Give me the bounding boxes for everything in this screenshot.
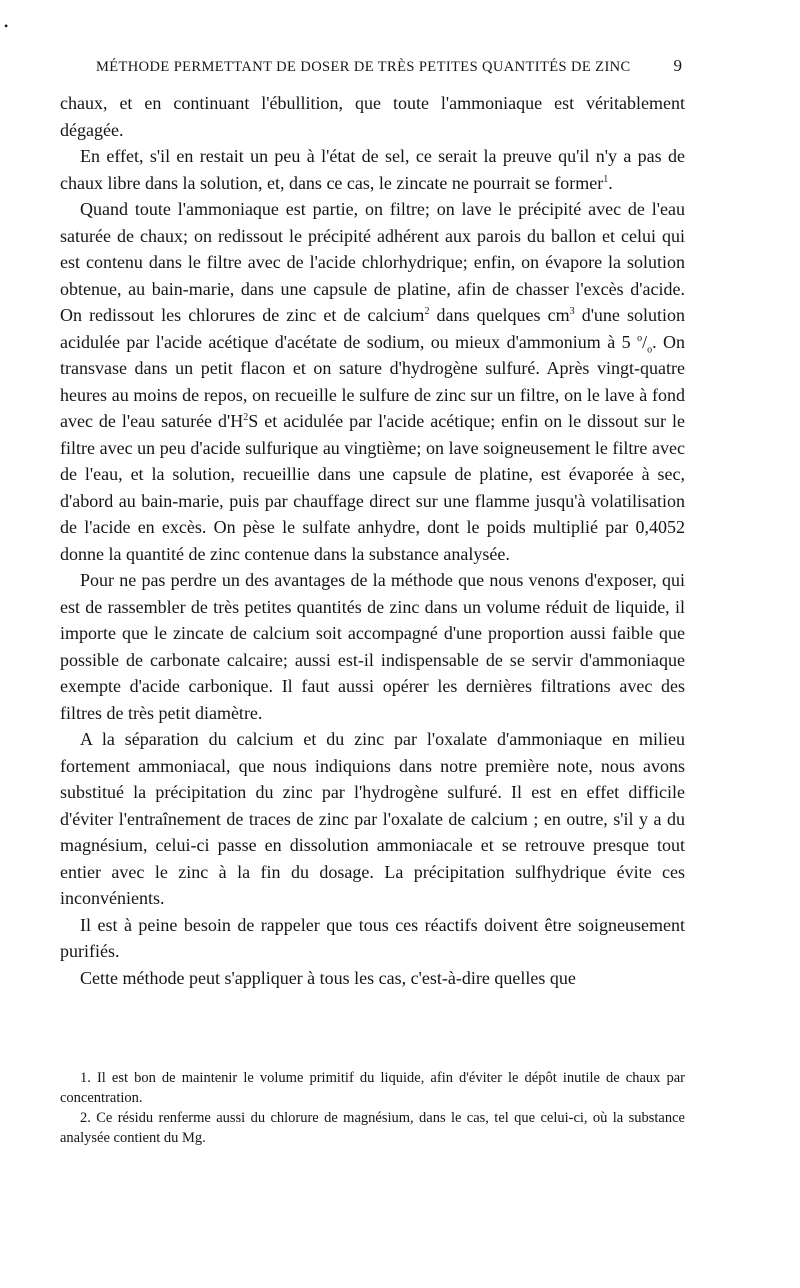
paragraph-3-part-4: . On transvase dans un petit flacon et on sature d'hydrogène sulfuré. Après vingt-quatre heures au moins de repos, on recueille le sulfure de zinc sur un filtre, on le lave à fond avec de l'eau saturée d'H bbox=[60, 331, 685, 431]
paragraph-1-text: chaux, et en continuant l'ébullition, que toute l'ammoniaque est véritablement dégagée. bbox=[60, 93, 685, 140]
paragraph-4-text: Pour ne pas perdre un des avantages de la méthode que nous venons d'exposer, qui est de rassembler de très petites quantités de zinc dans un volume réduit de liquide, il importe que le zincate de calcium soit accompagné d'une proportion aussi faible que possible de carbonate calcaire; aussi est-il indispensable de se servir d'ammoniaque exempte d'acide carbonique. Il faut aussi opérer les dernières filtrations avec des filtres de très petit diamètre. bbox=[60, 570, 685, 723]
paragraph-3-part-1: Quand toute l'ammoniaque est partie, on filtre; on lave le précipité avec de l'eau saturée de chaux; on redissout le précipité adhérent aux parois du ballon et celui qui est contenu dans le filtre avec de l'acide chlorhydrique; enfin, on évapore la solution obtenue, au bain-marie, dans une capsule de platine, afin de chasser l'excès d'acide. On redissout les chlorures de zinc et de calcium bbox=[60, 199, 685, 325]
percent-sign-slash: / bbox=[642, 331, 648, 352]
footnote-1: 1. Il est bon de maintenir le volume primitif du liquide, afin d'éviter le dépôt inutile de chaux par concentration. bbox=[60, 1070, 685, 1106]
paragraph-2-text: En effet, s'il en restait un peu à l'état de sel, ce serait la preuve qu'il n'y a pas de chaux libre dans la solution, et, dans ce cas, le zincate ne pourrait se former bbox=[60, 146, 685, 193]
paragraph-6 bbox=[60, 912, 685, 965]
running-header bbox=[96, 56, 682, 80]
paragraph-2-end: . bbox=[608, 172, 613, 193]
paragraph-3-part-2: dans quelques cm bbox=[429, 305, 570, 325]
footnote-ref-1[interactable]: 1 bbox=[603, 173, 609, 185]
paragraph-1 bbox=[60, 90, 685, 143]
running-title: MÉTHODE PERMETTANT DE DOSER DE TRÈS PETITES QUANTITÉS DE ZINC bbox=[96, 59, 631, 75]
paragraph-4 bbox=[60, 567, 685, 726]
h2-subscript: 2 bbox=[243, 412, 249, 423]
paragraph-7-text: Cette méthode peut s'appliquer à tous les cas, c'est-à-dire quelles que bbox=[80, 967, 576, 988]
paragraph-3-part-5: S et acidulée par l'acide acétique; enfin on le dissout sur le filtre avec un peu d'acide sulfurique au vingtième; on lave soigneusement le filtre avec de l'eau, et la solution, recueillie dans une capsule de platine, est évaporée à sec, d'abord au bain-marie, puis par chauffage direct sur une flamme jusqu'à volatilisation de l'acide en excès. On pèse le sulfate anhydre, dont le poids multiplié par 0,4052 donne la quantité de zinc contenue dans la substance analysée. bbox=[60, 411, 686, 564]
paragraph-6-text: Il est à peine besoin de rappeler que tous ces réactifs doivent être soigneusement purifiés. bbox=[60, 914, 685, 961]
paragraph-3-part-3: d'une solution acidulée par l'acide acétique d'acétate de sodium, ou mieux d'ammonium à 5 bbox=[60, 305, 686, 352]
margin-mark: • bbox=[4, 19, 9, 33]
page-number: 9 bbox=[673, 56, 682, 75]
footnote-ref-2[interactable]: 2 bbox=[424, 306, 430, 317]
body-text bbox=[60, 90, 685, 991]
paragraph-5-text: A la séparation du calcium et du zinc par l'oxalate d'ammoniaque en milieu fortement ammoniacal, que nous indiquions dans notre première note, nous avons substitué la précipitation du zinc par l'hydrogène sulfuré. Il est en effet difficile d'éviter l'entraînement de traces de zinc par l'oxalate de calcium ; en outre, s'il y a du magnésium, celui-ci passe en dissolution ammoniacale et se retrouve presque tout entier avec le zinc à la fin du dosage. La précipitation sulfhydrique évite ces inconvénients. bbox=[60, 729, 685, 908]
percent-sign-lower: o bbox=[647, 344, 653, 356]
footnote-2: 2. Ce résidu renferme aussi du chlorure de magnésium, dans le cas, tel que celui-ci, où la substance analysée contient du Mg. bbox=[60, 1110, 685, 1146]
cube-exponent: 3 bbox=[569, 306, 575, 317]
percent-sign-upper: o bbox=[637, 332, 643, 344]
footnotes bbox=[60, 1068, 685, 1148]
paragraph-3 bbox=[60, 196, 685, 567]
paragraph-7 bbox=[60, 965, 685, 992]
paragraph-5 bbox=[60, 726, 685, 912]
paragraph-2 bbox=[60, 143, 685, 196]
